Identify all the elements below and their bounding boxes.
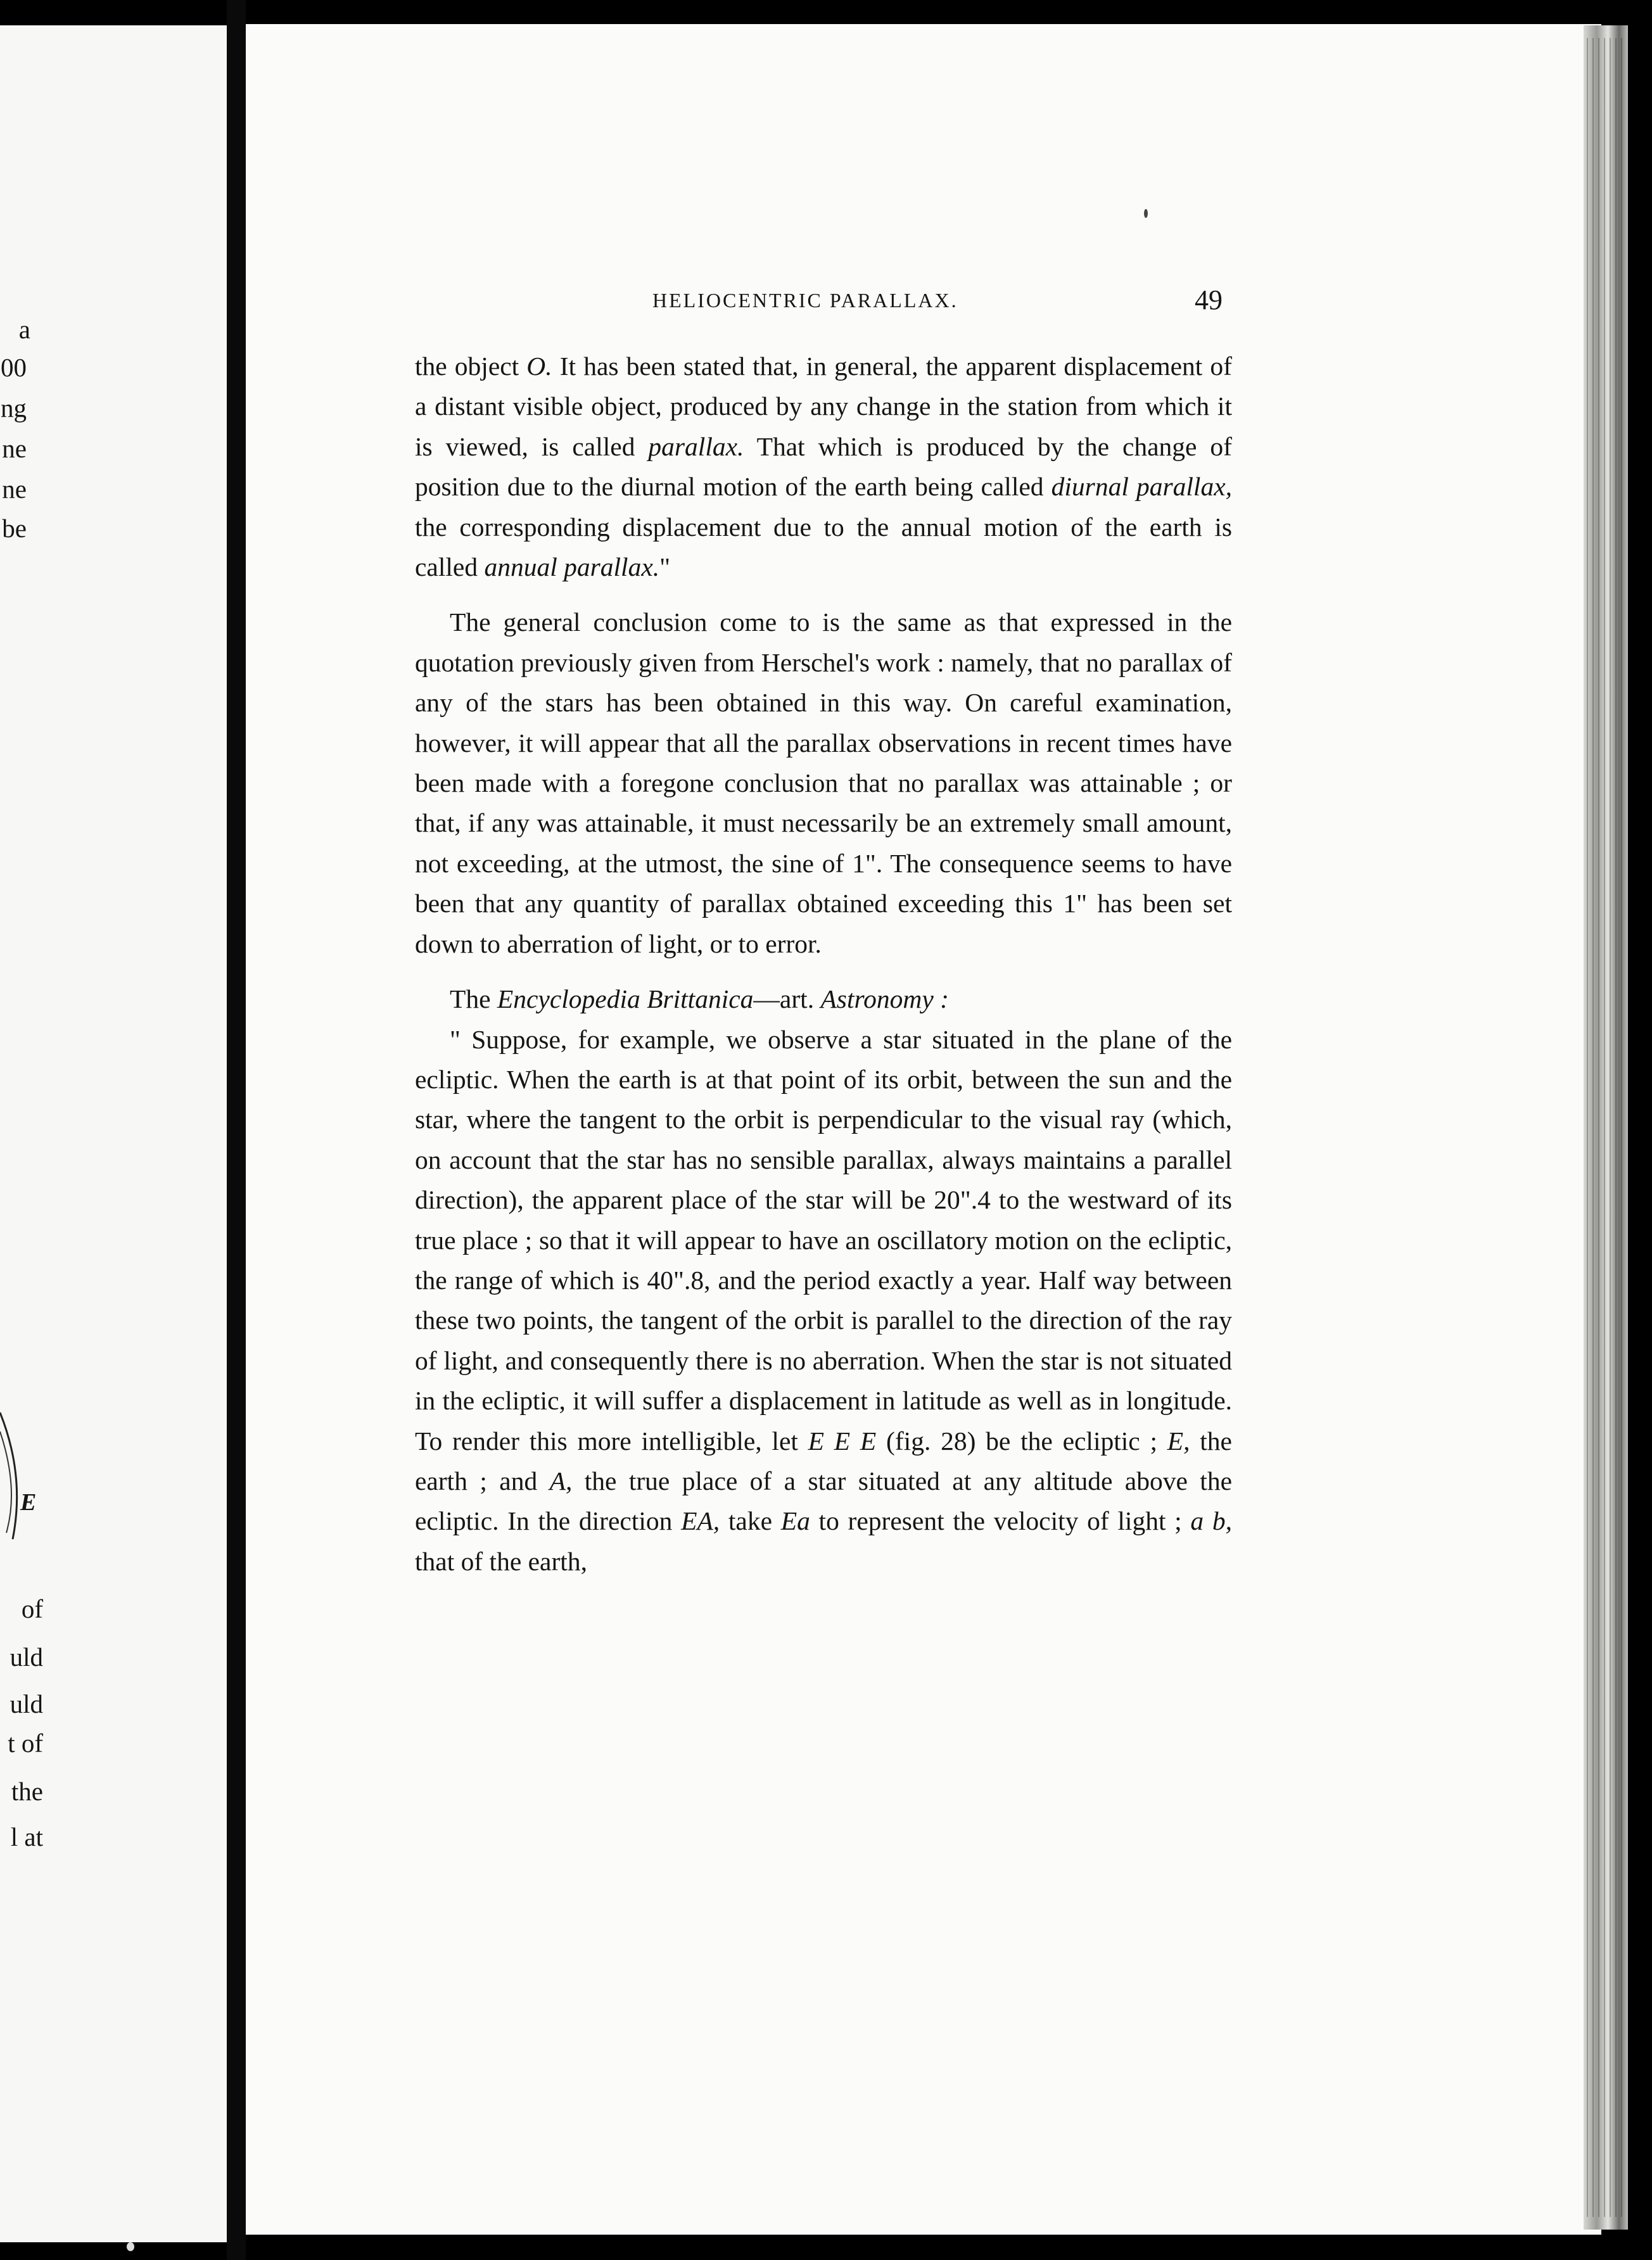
italic-run: O. — [526, 352, 552, 381]
book-gutter — [227, 0, 246, 2260]
figure-arc-icon — [0, 1406, 51, 1546]
figure-label: E — [20, 1489, 37, 1516]
italic-run: A, — [549, 1466, 573, 1495]
page-number: 49 — [1195, 284, 1223, 315]
left-page — [0, 25, 227, 2242]
italic-run: E, — [1167, 1426, 1190, 1456]
left-fragment: ne — [2, 434, 27, 463]
paragraph — [415, 979, 1232, 1019]
italic-run: annual parallax. — [484, 552, 660, 582]
italic-run: Encyclopedia Brittanica — [497, 984, 754, 1014]
italic-run: Ea — [780, 1506, 810, 1536]
text-run: The general conclusion come to is the same as that expressed in the quotation previously given from Herschel's work : namely, that no parallax of any of the stars has been obtained in this way. On careful examination, however, it will appear that all the parallax observations in recent times have been made with a foregone conclusion that no parallax was attainable ; or that, if any was attainable, it must necessarily be an extremely small amount, not exceeding, at the utmost, the sine of 1". The consequence seems to have been that any quantity of parallax obtained exceeding this 1" has been set down to aberration of light, or to error. — [415, 607, 1232, 958]
italic-run: Astronomy : — [820, 984, 949, 1014]
italic-run: E E E — [808, 1426, 877, 1456]
text-run: that of the earth, — [415, 1546, 587, 1576]
body-text — [415, 346, 1232, 1582]
text-run: That which is produced by the change of position due to the diurnal motion of the earth being called — [415, 431, 1232, 502]
paragraph — [415, 346, 1232, 587]
left-fragment: a — [18, 315, 30, 344]
text-run: " — [659, 552, 671, 582]
page-edge-lines — [1587, 38, 1625, 2217]
left-fragment: 00 — [1, 353, 27, 382]
italic-run: parallax. — [648, 431, 744, 461]
figure-fragment — [0, 1406, 51, 1546]
italic-run: a b, — [1190, 1506, 1233, 1536]
left-fragment: t of — [8, 1729, 43, 1758]
text-run: the corresponding displacement due to the annual motion of the earth is called — [415, 512, 1232, 582]
text-run: take — [720, 1506, 781, 1536]
left-fragment: ne — [2, 474, 27, 504]
paragraph — [415, 602, 1232, 964]
left-fragment: l at — [10, 1822, 43, 1851]
text-run: the object — [415, 352, 527, 381]
italic-run: diurnal parallax, — [1051, 472, 1232, 502]
italic-run: EA, — [681, 1506, 720, 1536]
text-run: the earth ; and — [415, 1426, 1232, 1495]
text-run: (fig. 28) be the ecliptic ; — [876, 1426, 1167, 1456]
text-run: " Suppose, for example, we observe a star situated in the plane of the ecliptic. When the earth is at that point of its orbit, between the sun and the star, where the tangent to the orbit is perpendicular to the visual ray (which, on account that the star has no sensible parallax, always maintains a parallel direction), the apparent place of the star will be 20".4 to the westward of its true place ; so that it will appear to have an oscillatory motion on the ecliptic, the range of which is 40".8, and the period exactly a year. Half way between these two points, the tangent of the orbit is parallel to the direction of the ray of light, and consequently there is no aberration. When the star is not situated in the ecliptic, it will suffer a displacement in latitude as well as in longitude. To render this more intelligible, let — [415, 1024, 1232, 1456]
text-run: The — [450, 984, 497, 1014]
left-fragment: the — [11, 1777, 43, 1806]
running-head: HELIOCENTRIC PARALLAX. — [652, 289, 958, 312]
scan-speck — [1144, 209, 1148, 218]
left-fragment: uld — [10, 1689, 43, 1718]
text-run: —art. — [753, 984, 821, 1014]
text-run: to represent the velocity of light ; — [810, 1506, 1191, 1536]
left-fragment: uld — [10, 1642, 43, 1672]
left-fragment: ng — [1, 393, 27, 422]
left-fragment: be — [2, 514, 27, 543]
paragraph — [415, 1020, 1232, 1582]
left-fragment: of — [21, 1594, 43, 1623]
scan-speck — [127, 2242, 134, 2251]
text-run: It has been stated that, in general, the apparent displacement of a distant visible object, produced by any change in the station from which it is viewed, is called — [415, 352, 1232, 461]
text-run: the true place of a star situated at any altitude above the ecliptic. In the direction — [415, 1466, 1232, 1536]
